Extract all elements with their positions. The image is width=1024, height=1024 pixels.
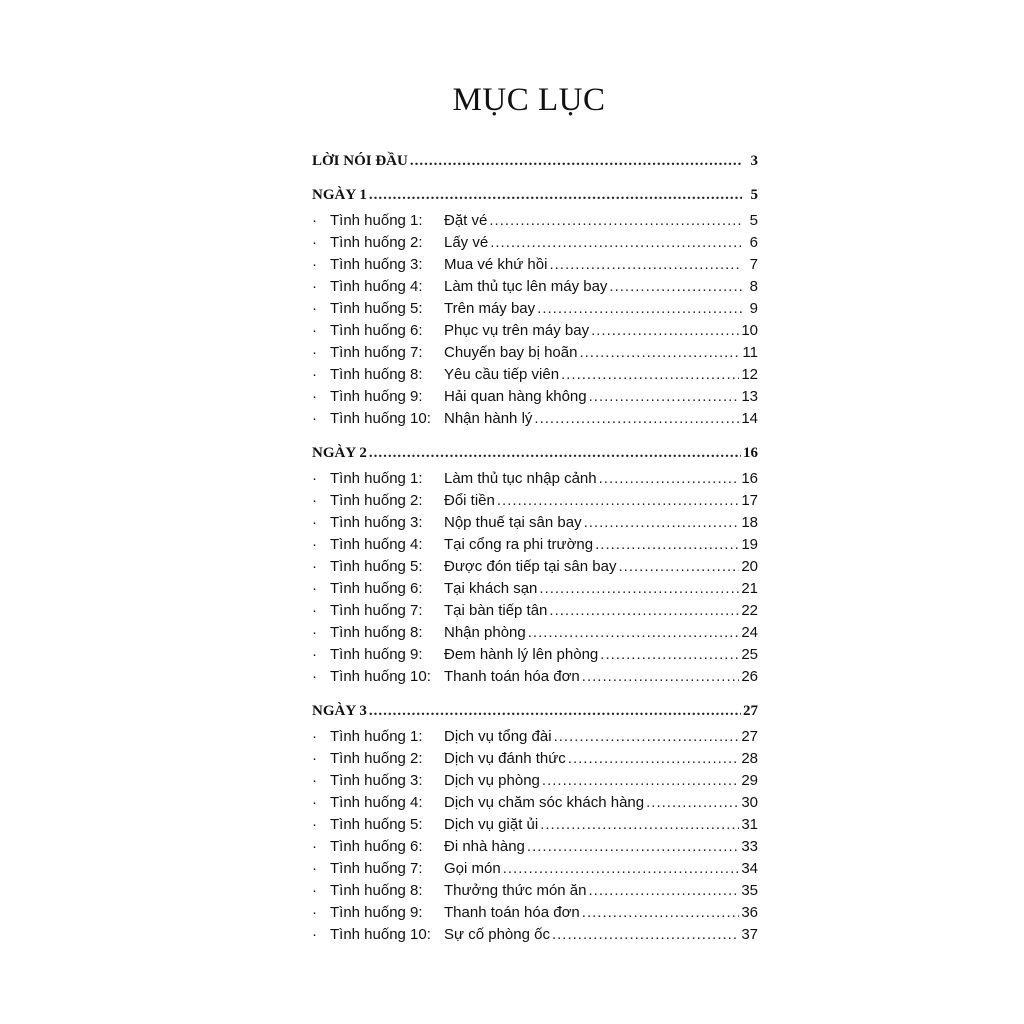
toc-entry-situation xyxy=(312,232,758,254)
dot-leader xyxy=(595,534,739,556)
bullet-icon: · xyxy=(312,366,317,383)
toc-entry-situation xyxy=(312,726,758,748)
situation-title: Tại bàn tiếp tân xyxy=(444,602,548,619)
bullet-icon: · xyxy=(312,816,317,833)
situation-label: Tình huống 2: xyxy=(330,492,423,509)
situation-title: Nhận phòng xyxy=(444,624,526,641)
situation-title: Gọi món xyxy=(444,860,501,877)
bullet-icon: · xyxy=(312,926,317,943)
entry-page-number: 21 xyxy=(741,580,758,597)
bullet-icon: · xyxy=(312,322,317,339)
bullet-icon: · xyxy=(312,794,317,811)
situation-title: Sự cố phòng ốc xyxy=(444,926,550,943)
situation-label: Tình huống 3: xyxy=(330,256,423,273)
situation-label: Tình huống 1: xyxy=(330,212,423,229)
toc-entry-situation xyxy=(312,792,758,814)
toc-entry-situation xyxy=(312,836,758,858)
bullet-icon: · xyxy=(312,838,317,855)
situation-label: Tình huống 10: xyxy=(330,926,431,943)
situation-title: Hải quan hàng không xyxy=(444,388,587,405)
toc-entry-situation xyxy=(312,468,758,490)
situation-label: Tình huống 3: xyxy=(330,772,423,789)
dot-leader xyxy=(582,666,740,688)
entry-title: NGÀY 1 xyxy=(312,187,367,203)
situation-title: Mua vé khứ hồi xyxy=(444,256,548,273)
situation-title: Dịch vụ chăm sóc khách hàng xyxy=(444,794,645,811)
entry-page-number: 7 xyxy=(749,256,758,273)
situation-title: Được đón tiếp tại sân bay xyxy=(444,558,617,575)
bullet-icon: · xyxy=(312,278,317,295)
entry-page-number: 36 xyxy=(741,904,758,921)
bullet-icon: · xyxy=(312,904,317,921)
toc-entry-situation xyxy=(312,902,758,924)
entry-page-number: 12 xyxy=(741,366,758,383)
toc-entry-situation xyxy=(312,408,758,430)
dot-leader xyxy=(561,364,739,386)
bullet-icon: · xyxy=(312,646,317,663)
bullet-icon: · xyxy=(312,668,317,685)
dot-leader xyxy=(589,880,740,902)
situation-label: Tình huống 8: xyxy=(330,624,423,641)
dot-leader xyxy=(540,814,739,836)
situation-title: Dịch vụ phòng xyxy=(444,772,540,789)
table-of-contents xyxy=(312,150,758,958)
toc-entry-situation xyxy=(312,320,758,342)
dot-leader xyxy=(618,556,739,578)
entry-page-number: 8 xyxy=(749,278,758,295)
page-title: MỤC LỤC xyxy=(452,82,606,118)
situation-label: Tình huống 2: xyxy=(330,750,423,767)
entry-page-number: 10 xyxy=(741,322,758,339)
situation-label: Tình huống 5: xyxy=(330,816,423,833)
situation-label: Tình huống 6: xyxy=(330,322,423,339)
situation-label: Tình huống 5: xyxy=(330,300,423,317)
toc-entry-situation xyxy=(312,924,758,946)
dot-leader xyxy=(609,276,742,298)
bullet-icon: · xyxy=(312,388,317,405)
situation-label: Tình huống 7: xyxy=(330,860,423,877)
toc-entry-situation xyxy=(312,342,758,364)
toc-entry-day xyxy=(312,184,758,206)
entry-page-number: 28 xyxy=(741,750,758,767)
situation-title: Tại cổng ra phi trường xyxy=(444,536,594,553)
entry-page-number: 26 xyxy=(741,668,758,685)
entry-page-number: 24 xyxy=(741,624,758,641)
dot-leader xyxy=(542,770,739,792)
toc-entry-day xyxy=(312,442,758,464)
entry-title: LỜI NÓI ĐẦU xyxy=(312,153,408,169)
dot-leader xyxy=(579,342,740,364)
situation-title: Dịch vụ đánh thức xyxy=(444,750,566,767)
toc-entry-situation xyxy=(312,364,758,386)
dot-leader xyxy=(539,578,739,600)
entry-page-number: 25 xyxy=(741,646,758,663)
entry-page-number: 17 xyxy=(741,492,758,509)
entry-page-number: 37 xyxy=(741,926,758,943)
bullet-icon: · xyxy=(312,558,317,575)
toc-entry-situation xyxy=(312,254,758,276)
situation-label: Tình huống 2: xyxy=(330,234,423,251)
situation-title: Thanh toán hóa đơn xyxy=(444,668,580,685)
entry-page-number: 33 xyxy=(741,838,758,855)
toc-entry-situation xyxy=(312,666,758,688)
dot-leader xyxy=(489,210,742,232)
dot-leader xyxy=(534,408,739,430)
entry-page-number: 27 xyxy=(743,703,758,719)
situation-label: Tình huống 4: xyxy=(330,794,423,811)
bullet-icon: · xyxy=(312,256,317,273)
situation-label: Tình huống 9: xyxy=(330,388,423,405)
entry-page-number: 6 xyxy=(749,234,758,251)
situation-title: Nộp thuế tại sân bay xyxy=(444,514,582,531)
dot-leader xyxy=(600,644,739,666)
entry-page-number: 5 xyxy=(750,187,758,203)
dot-leader xyxy=(503,858,740,880)
situation-title: Lấy vé xyxy=(444,234,489,251)
situation-label: Tình huống 3: xyxy=(330,514,423,531)
entry-page-number: 34 xyxy=(741,860,758,877)
bullet-icon: · xyxy=(312,602,317,619)
bullet-icon: · xyxy=(312,772,317,789)
situation-label: Tình huống 9: xyxy=(330,904,423,921)
preface-section xyxy=(312,150,758,172)
situation-title: Làm thủ tục nhập cảnh xyxy=(444,470,597,487)
day-section xyxy=(312,700,758,946)
toc-entry-situation xyxy=(312,748,758,770)
dot-leader xyxy=(549,600,739,622)
toc-entry-situation xyxy=(312,600,758,622)
bullet-icon: · xyxy=(312,882,317,899)
dot-leader xyxy=(537,298,742,320)
bullet-icon: · xyxy=(312,860,317,877)
day-section xyxy=(312,442,758,688)
entry-page-number: 18 xyxy=(741,514,758,531)
dot-leader xyxy=(554,726,740,748)
bullet-icon: · xyxy=(312,492,317,509)
situation-title: Thanh toán hóa đơn xyxy=(444,904,580,921)
entry-page-number: 9 xyxy=(749,300,758,317)
bullet-icon: · xyxy=(312,624,317,641)
situation-label: Tình huống 8: xyxy=(330,366,423,383)
dot-leader xyxy=(369,700,741,722)
days-container xyxy=(312,184,758,946)
situation-title: Làm thủ tục lên máy bay xyxy=(444,278,608,295)
dot-leader xyxy=(646,792,739,814)
dot-leader xyxy=(369,184,742,206)
entry-page-number: 16 xyxy=(743,445,758,461)
entry-page-number: 27 xyxy=(741,728,758,745)
bullet-icon: · xyxy=(312,750,317,767)
entry-page-number: 5 xyxy=(749,212,758,229)
toc-entry-situation xyxy=(312,298,758,320)
bullet-icon: · xyxy=(312,300,317,317)
situation-label: Tình huống 8: xyxy=(330,882,423,899)
situation-label: Tình huống 9: xyxy=(330,646,423,663)
bullet-icon: · xyxy=(312,234,317,251)
toc-entry-situation xyxy=(312,210,758,232)
entry-page-number: 16 xyxy=(741,470,758,487)
entry-page-number: 20 xyxy=(741,558,758,575)
situation-label: Tình huống 1: xyxy=(330,470,423,487)
bullet-icon: · xyxy=(312,728,317,745)
entry-page-number: 13 xyxy=(741,388,758,405)
situation-title: Tại khách sạn xyxy=(444,580,538,597)
dot-leader xyxy=(497,490,739,512)
entry-page-number: 30 xyxy=(741,794,758,811)
situation-title: Phục vụ trên máy bay xyxy=(444,322,590,339)
dot-leader xyxy=(549,254,742,276)
situation-label: Tình huống 5: xyxy=(330,558,423,575)
dot-leader xyxy=(591,320,739,342)
bullet-icon: · xyxy=(312,212,317,229)
situation-label: Tình huống 6: xyxy=(330,580,423,597)
bullet-icon: · xyxy=(312,580,317,597)
situation-label: Tình huống 10: xyxy=(330,668,431,685)
bullet-icon: · xyxy=(312,470,317,487)
situation-label: Tình huống 6: xyxy=(330,838,423,855)
toc-entry-situation xyxy=(312,644,758,666)
situation-label: Tình huống 1: xyxy=(330,728,423,745)
situation-label: Tình huống 4: xyxy=(330,278,423,295)
dot-leader xyxy=(552,924,739,946)
toc-entry-situation xyxy=(312,578,758,600)
situation-label: Tình huống 7: xyxy=(330,344,423,361)
dot-leader xyxy=(527,836,739,858)
toc-entry-situation xyxy=(312,880,758,902)
situation-label: Tình huống 4: xyxy=(330,536,423,553)
entry-page-number: 3 xyxy=(750,153,758,169)
dot-leader xyxy=(369,442,741,464)
bullet-icon: · xyxy=(312,410,317,427)
entry-page-number: 11 xyxy=(742,344,758,361)
situation-title: Đổi tiền xyxy=(444,492,495,509)
dot-leader xyxy=(582,902,740,924)
toc-entry-situation xyxy=(312,534,758,556)
situation-label: Tình huống 7: xyxy=(330,602,423,619)
bullet-icon: · xyxy=(312,536,317,553)
situation-title: Dịch vụ tổng đài xyxy=(444,728,552,745)
toc-entry-situation xyxy=(312,386,758,408)
entry-title: NGÀY 3 xyxy=(312,703,367,719)
situation-title: Đi nhà hàng xyxy=(444,838,525,855)
entry-page-number: 14 xyxy=(741,410,758,427)
toc-entry-situation xyxy=(312,276,758,298)
situation-title: Nhận hành lý xyxy=(444,410,533,427)
dot-leader xyxy=(490,232,742,254)
situation-title: Chuyến bay bị hoãn xyxy=(444,344,578,361)
toc-entry-situation xyxy=(312,512,758,534)
situation-title: Đặt vé xyxy=(444,212,488,229)
toc-entry-situation xyxy=(312,556,758,578)
entry-page-number: 29 xyxy=(741,772,758,789)
situation-title: Thưởng thức món ăn xyxy=(444,882,587,899)
dot-leader xyxy=(568,748,740,770)
toc-entry-situation xyxy=(312,814,758,836)
entry-page-number: 35 xyxy=(741,882,758,899)
toc-entry-day xyxy=(312,700,758,722)
situation-title: Đem hành lý lên phòng xyxy=(444,646,599,663)
dot-leader xyxy=(589,386,740,408)
bullet-icon: · xyxy=(312,344,317,361)
situation-label: Tình huống 10: xyxy=(330,410,431,427)
dot-leader xyxy=(410,150,742,172)
toc-entry-situation xyxy=(312,490,758,512)
situation-title: Dịch vụ giặt ủi xyxy=(444,816,539,833)
toc-entry-preface xyxy=(312,150,758,172)
entry-page-number: 22 xyxy=(741,602,758,619)
bullet-icon: · xyxy=(312,514,317,531)
entry-title: NGÀY 2 xyxy=(312,445,367,461)
entry-page-number: 31 xyxy=(741,816,758,833)
toc-entry-situation xyxy=(312,622,758,644)
situation-title: Yêu cầu tiếp viên xyxy=(444,366,560,383)
toc-entry-situation xyxy=(312,858,758,880)
situation-title: Trên máy bay xyxy=(444,300,536,317)
dot-leader xyxy=(528,622,740,644)
dot-leader xyxy=(599,468,740,490)
day-section xyxy=(312,184,758,430)
dot-leader xyxy=(584,512,740,534)
entry-page-number: 19 xyxy=(741,536,758,553)
toc-entry-situation xyxy=(312,770,758,792)
